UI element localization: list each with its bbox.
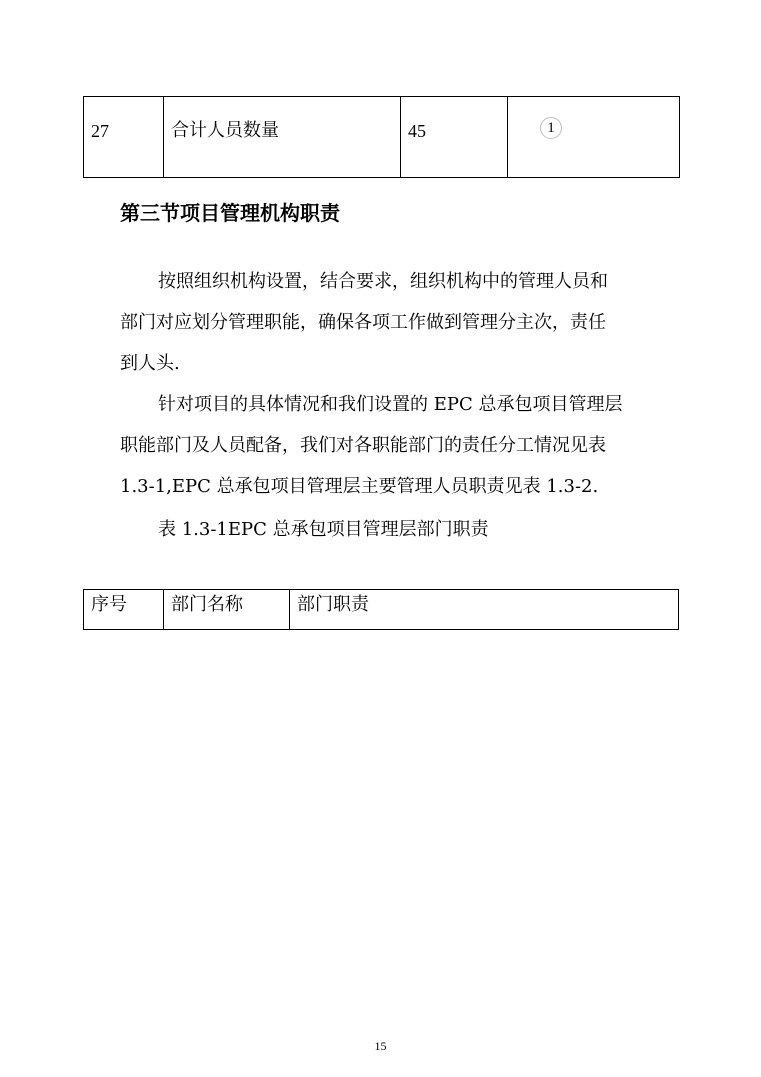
- paragraph-line: 部门对应划分管理职能，确保各项工作做到管理分主次，责任: [120, 312, 606, 333]
- row-label-cell: [164, 97, 401, 178]
- paragraph-line: 针对项目的具体情况和我们设置的 EPC 总承包项目管理层: [158, 394, 623, 415]
- table-header-row: [84, 590, 679, 630]
- circled-number: 1: [540, 117, 562, 139]
- table-row: [84, 97, 680, 178]
- paragraph-1: [120, 261, 640, 384]
- row-note-cell: [508, 97, 680, 178]
- column-header: 部门职责: [297, 594, 369, 615]
- row-index: 27: [91, 121, 109, 141]
- table-caption: 表 1.3-1EPC 总承包项目管理层部门职责: [158, 519, 489, 540]
- page-number: 15: [374, 1039, 387, 1053]
- header-cell-duties: [290, 590, 679, 630]
- column-header: 序号: [91, 594, 127, 615]
- row-index-cell: [84, 97, 164, 178]
- section-title: 第三节项目管理机构职责: [120, 201, 340, 225]
- header-cell-index: [84, 590, 164, 630]
- row-count: 45: [408, 121, 426, 141]
- row-label: 合计人员数量: [171, 120, 279, 141]
- header-cell-department: [164, 590, 290, 630]
- personnel-count-table: [83, 96, 680, 178]
- paragraph-line: 职能部门及人员配备，我们对各职能部门的责任分工情况见表: [120, 435, 606, 456]
- department-duties-table: [83, 589, 679, 630]
- column-header: 部门名称: [171, 594, 243, 615]
- paragraph-line: 按照组织机构设置，结合要求，组织机构中的管理人员和: [158, 271, 608, 292]
- paragraph-line: 1.3-1,EPC 总承包项目管理层主要管理人员职责见表 1.3-2.: [120, 476, 599, 497]
- paragraph-2: [120, 384, 640, 507]
- paragraph-line: 到人头.: [120, 353, 180, 374]
- row-count-cell: [401, 97, 508, 178]
